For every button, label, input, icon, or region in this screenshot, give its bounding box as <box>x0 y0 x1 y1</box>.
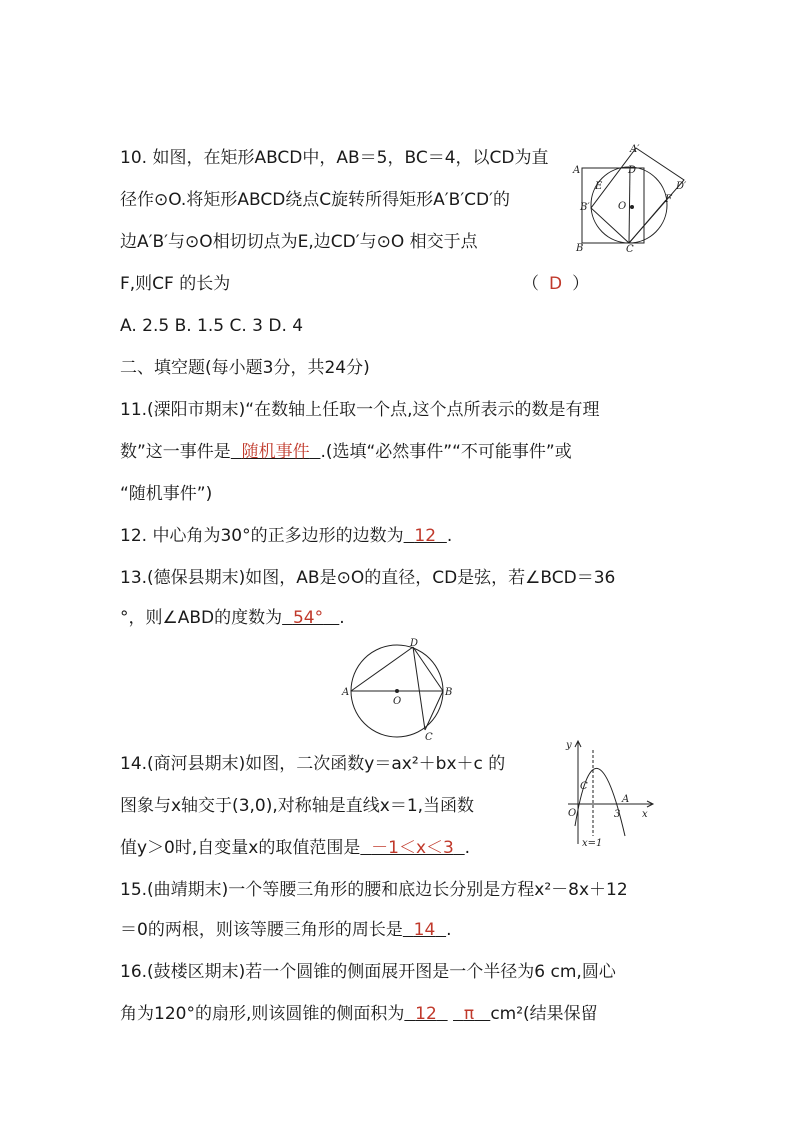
q14-pre: 值y＞0时,自变量x的取值范围是 <box>120 838 361 858</box>
q12-post: . <box>446 526 453 546</box>
q13-post: . <box>339 608 345 628</box>
q13-blank <box>282 608 339 628</box>
segment-bc <box>425 691 443 730</box>
q10-line4: F,则CF 的长为 <box>120 274 231 294</box>
center-dot <box>630 205 634 209</box>
q15-blank <box>403 920 446 940</box>
q14-parabola-figure <box>560 736 660 854</box>
q12-blank <box>404 526 447 546</box>
q10-answer: D <box>549 274 563 294</box>
q11-line1: 11.(溧阳市期末)“在数轴上任取一个点,这个点所表示的数是有理 <box>120 400 600 420</box>
label-d: D <box>410 638 419 649</box>
q13-line2 <box>120 606 345 630</box>
q12-line <box>120 524 452 548</box>
label-c: C <box>626 244 634 255</box>
q10-options: A. 2.5 B. 1.5 C. 3 D. 4 <box>120 316 304 336</box>
label-f: F <box>665 194 672 205</box>
label-axis-eq: x=1 <box>582 838 603 849</box>
center-dot <box>395 689 399 693</box>
q10-rectangle-circle-figure <box>566 140 696 260</box>
q15-post: . <box>446 920 452 940</box>
label-b: B <box>576 243 584 254</box>
q13-line1: 13.(德保县期末)如图，AB是⊙O的直径，CD是弦，若∠BCD＝36 <box>120 568 616 588</box>
q15-pre: ＝0的两根，则该等腰三角形的周长是 <box>120 920 403 940</box>
parabola <box>575 768 625 836</box>
q11-blank <box>231 442 321 462</box>
segment-db <box>413 647 443 691</box>
q16-blank2 <box>453 1004 490 1024</box>
q14-line3 <box>120 836 470 860</box>
q10-line2: 径作⊙O.将矩形ABCD绕点C旋转所得矩形A′B′CD′的 <box>120 190 510 210</box>
label-d: D <box>628 165 637 176</box>
diameter-cd <box>629 168 630 243</box>
q15-line2 <box>120 918 452 942</box>
q15-answer: 14 <box>413 920 436 940</box>
q16-line1: 16.(鼓楼区期末)若一个圆锥的侧面展开图是一个半径为6 cm,圆心 <box>120 962 616 982</box>
label-a: A <box>573 165 581 176</box>
label-x: x <box>642 809 648 820</box>
segment-cf <box>629 200 666 243</box>
chord-cd <box>413 647 425 730</box>
segment-ad <box>351 647 413 691</box>
q16-line2 <box>120 1002 598 1026</box>
label-o: O <box>568 808 577 819</box>
q16-answer2: π <box>463 1004 475 1024</box>
q11-line3: “随机事件”) <box>120 484 213 504</box>
q12-pre: 12. 中心角为30°的正多边形的边数为 <box>120 526 404 546</box>
label-c: C <box>425 732 433 742</box>
label-a: A <box>342 687 350 698</box>
label-d-prime: D′ <box>676 181 687 192</box>
q14-line2: 图象与x轴交于(3,0),对称轴是直线x＝1,当函数 <box>120 796 475 816</box>
q16-blank1 <box>404 1004 447 1024</box>
q16-pre: 角为120°的扇形,则该圆锥的侧面积为 <box>120 1004 405 1024</box>
label-a: A <box>622 794 630 805</box>
q10-line1: 10. 如图，在矩形ABCD中，AB＝5，BC＝4，以CD为直 <box>120 148 549 168</box>
label-y: y <box>566 740 572 751</box>
label-a-prime: A′ <box>630 144 640 155</box>
bracket-close: ） <box>572 274 590 294</box>
label-three: 3 <box>614 809 621 820</box>
q11-line2 <box>120 440 572 464</box>
section-heading-fill-in: 二、填空题(每小题3分，共24分) <box>120 358 370 378</box>
q14-answer: －1＜x＜3 <box>371 838 454 858</box>
label-b-prime: B′ <box>580 202 590 213</box>
q13-pre: °，则∠ABD的度数为 <box>120 608 283 628</box>
q11-answer: 随机事件 <box>241 442 310 462</box>
q14-line1: 14.(商河县期末)如图，二次函数y＝ax²＋bx＋c 的 <box>120 754 506 774</box>
q12-answer: 12 <box>414 526 437 546</box>
q13-answer: 54° <box>292 608 324 628</box>
q16-answer1: 12 <box>415 1004 437 1024</box>
q16-post: cm²(结果保留 <box>490 1004 598 1024</box>
q10-line3: 边A′B′与⊙O相切切点为E,边CD′与⊙O 相交于点 <box>120 232 478 252</box>
label-o: O <box>618 201 627 212</box>
label-o: O <box>393 696 402 707</box>
q11-pre: 数”这一事件是 <box>120 442 231 462</box>
q14-blank <box>360 838 464 858</box>
q15-line1: 15.(曲靖期末)一个等腰三角形的腰和底边长分别是方程x²－8x＋12 <box>120 880 628 900</box>
label-c: C <box>580 781 588 792</box>
q11-post: .(选填“必然事件”“不可能事件”或 <box>320 442 572 462</box>
q14-post: . <box>464 838 471 858</box>
q10-answer-bracket <box>522 272 589 296</box>
label-b: B <box>445 687 453 698</box>
label-e: E <box>595 181 603 192</box>
q13-circle-figure <box>340 638 460 742</box>
bracket-open: （ <box>522 274 539 294</box>
